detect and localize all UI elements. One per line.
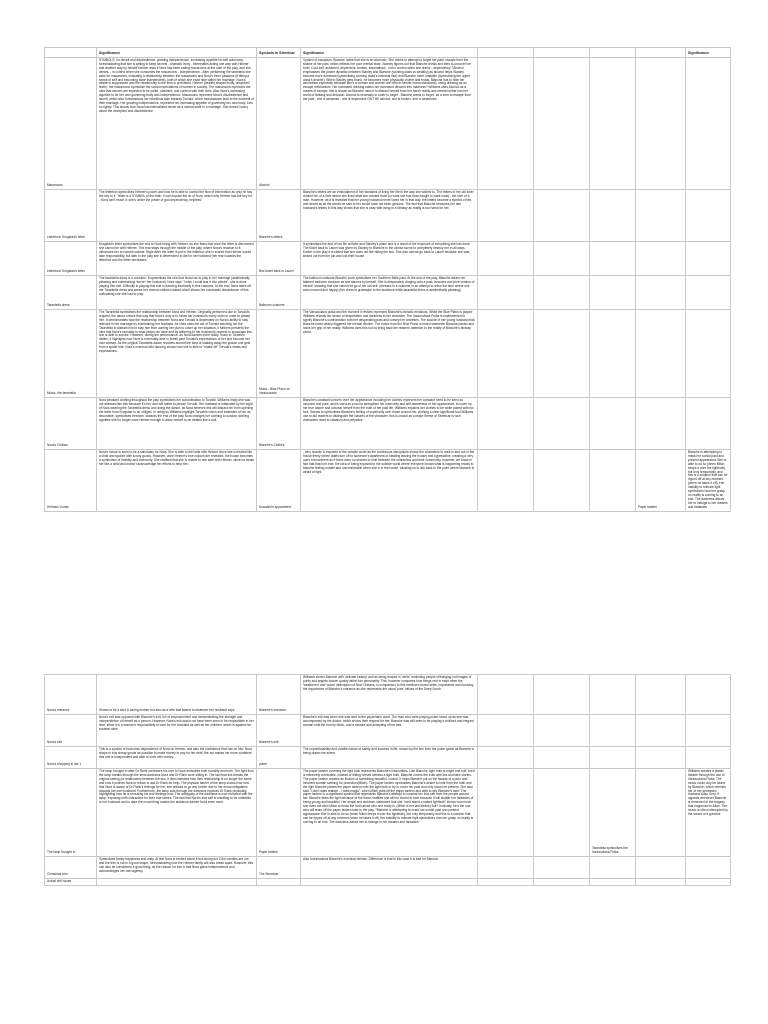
streetcar-significance: The ballroom costume Blanche wore symbolises her Southern Belle past. At the end of the play, Blanche wears her tattered ballroom costume as she dances by herself. She is desperately clinging onto a past, innocent and pure version of herself, showing that she cannot let go of her old self. (dresses in a costume in an attempt to relive the time where she was innocent and happy) (her dress is grotesque to the audience while tarantella dress is aesthetically pleasing) xyxy=(301,276,478,310)
extra-symbol-label: Paper lantern xyxy=(636,450,686,512)
streetcar-significance: The paper lantern covering the light bulb represents Blanche's insecurities. Like Blanche, light bulb is bright and soft, but it is extremely vulnerable. Instead of letting herself witness a light bulb, Blanche covers the truth with lies and fake stories. The paper lantern creates an illusion of something beautiful, closed. It helps Blanche put on the facade of a pure and innocent woman seeking for protection(Mitch). The paper lantern symbolises Blanche's desire to hide from the truth and the light Blanche places the paper lantern over the light bulb to try to cover her past and only show her present. She also said "I don't want realism - I want magic". when Mitch pulls off the paper lantern and able to see Blanche's face. The paper lantern is a significant symbol that represents Blanche's attempt to conceal her true self from the people around her. Blanche fears the light because of the harsh realities she will be forced to face because it will shatter her fantasies of being young and beautiful. Her denial and stubborn statement that she "can't stand a naked lightbulb" shows how much she does not wish Mitch to know the truth about who she really is. (Mitch is her last lifeline) But? Ironically, he's the one who will tears off the paper lantern later in the play. "Blanche is attempting to mask her sordid past and present appearance She is able to do so (when Mitch keeps it over the lightbulb), but only temporarily and this is a solution that can be ripped off at any moment (when he takes it off) Her inability to tolerate light symbolizes how her grasp on reality is coming to an end. The darkness allows her to indulge in her dreams and fantasies" xyxy=(301,769,478,857)
header-cell-empty xyxy=(478,48,534,58)
doll-house-significance: The lamp brought in after Dr Rank confesses his love to Nora embodies both morality and truth. The light from the lamp breaks through the semi-darkness Nora and Dr Rank were sitting in. The fact that this breaks the original setting (or relationship between the two, it demonstrates how their relationship is no longer the same and how it pushes Nora to refuse to ask Dr Rank for help. The physical barrier of the lamp shows how now that Nora is aware of Dr Rank's feelings for her, she refuses to go any further due to her moral obligations towards her own husband. Furthermore, the lamp cuts through the darkness exposes Dr Rank physically, highlighting how he is revealing his true feelings now. The ambiguity of the darkness is now removed with the lamp, exposing both characters for their true selves. The fact that Nora's true self is unwilling to be unfaithful to her husband and to dare the moral thing makes the audience admire Nora even more. xyxy=(97,769,257,857)
streetcar-significance: Symbol of escapism. Blanche notes that she is an alcoholic. She drinks to attempt to forget her past, escape from the shame of her past, which reflects her poor mental state. Stanley figures out that Blanche drinks and tries to uncover her truth. Cost-self: ashamed, dependent, broken, traumatised - not in control when she drinks - dependency ?Alcohol emphasises the power dynamic between Stanley and Blanche (working class vs wealthy) as alcohol helps Stanley become more dominant (symbolising working class's eventual rise) and Blanche more unstable (symbolising the upper class's decline). When Stanley gets drunk, he becomes more physically violent and brutal. Blanche has to hide her alcoholism especially because she's a woman and women are held to stricter moral standards), using drinking as an escape mechanism. Her increased drinking marks her increased descent into madness? Williams uses Alcohol as a means of escape; this is shown as Blanche uses it to distract herself from her harsh reality and retreat further into her world of fantasy and delusion. Alcohol is necessity in order to forget . Blanche wants to forget, as a form to escape from the past . she is ashamed , she is dependent ON THE alcohol, she is broken, she is weakened. xyxy=(301,58,478,190)
table-row xyxy=(45,715,731,747)
extra-significance xyxy=(686,58,731,190)
doll-house-significance: Shows to be a kind & caring mother but also as a wife that listens to whatever her husband says. xyxy=(97,675,257,715)
extra-significance: Blanche is attempting to mask her sordid past and present appearance She is able to do so (when Mitch keeps it over the lightbulb), but only temporarily, and this is a solution that can be ripped off at any moment (when he takes it off). Her inability to tolerate light symbolizes how her grasp on reality is coming to an end. The darkness allows her to indulge in her dreams and fantasies xyxy=(686,450,731,512)
streetcar-symbol xyxy=(257,879,301,886)
doll-house-significance: Nora pleasant clothing throughout the play symbolises her subordination to Torvald. Williams imply she was not stressed like this because it's her own will rather to please Torvald. Her husband is infatuated by the sight of Nora wearing the Tarantella dress and doing the dance, as Nora believes this will distract her from opening the letter from Krogstad to an obliged. In doing so Williams highlight Torvald's vision and treatment of her as decorative, symbolises freedom. towards the end of the play Nora changes her clothing to outdoor clothing signifies she no longer rows Helmer enough to allow herself to be treated like a doll. xyxy=(97,398,257,450)
row-label: Christmas tree xyxy=(45,857,97,879)
header-cell-empty xyxy=(534,48,590,58)
extra-significance xyxy=(686,190,731,242)
extra-significance xyxy=(686,242,731,276)
table-row xyxy=(45,747,731,769)
table-row xyxy=(45,190,731,242)
extra-significance xyxy=(686,715,731,747)
extra-significance xyxy=(686,398,731,450)
streetcar-symbol: Ballroom costume xyxy=(257,276,301,310)
header-cell-empty xyxy=(636,48,686,58)
streetcar-symbol: Blanche's letters xyxy=(257,190,301,242)
header-row xyxy=(45,48,731,58)
doll-house-significance xyxy=(97,879,257,886)
doll-house-significance: Nora's house is seen to be a sanctuary for Nora. She is able to feel safe with Helmer since she is treated like a child and spoiled with luxury goods. However, once Helmer's true colours are revealed, the house becomes a symbolism of hostility and insecurity. She realised that she is unable to feel safe with Helmer, since he treats her like a child and doesn't acknowledge her efforts to help him. xyxy=(97,450,257,512)
table-row xyxy=(45,310,731,398)
row-label: Nora's Clothes xyxy=(45,398,97,450)
row-label: Nora's shopping in act 1 xyxy=(45,747,97,769)
table-row xyxy=(45,398,731,450)
streetcar-significance: It symbolises the end of her life at Belle and Stanley's place and is a result of the exposure of everything she has done. The ticket back to Laurel was given by Stanley to Blanche in the climax scene to completely destroy her in all ways. Earlier in the play it is stated that she does not like riding the bus. She also cannot go back to Laurel because she was kicked out from her job and lost their house. xyxy=(301,242,478,276)
table-row xyxy=(45,675,731,715)
notes-table-top xyxy=(44,47,731,512)
streetcar-significance: Williams shows Blanche with 'delicate beauty' and as being draped in 'white' reminding people of/bringing out images of purity and angelic-known quality within her personality. This, however compares how things rest to each other the 'weathered' and 'warm' description of New Orleans, in comparison to this mediocre-toned white, importance and focusing the importance of Blanche's entrance as she represents the usual 'pure' values of the Deep South. xyxy=(301,675,478,715)
header-cell-empty xyxy=(45,48,97,58)
extra-significance xyxy=(686,747,731,769)
doll-house-significance: The letterbox symbolises Helmer's power and how he is able to control the flow of information as only he has the key to it. "letter is a SYMBOL of the truth, it can expose the lie of Nora, which why Helmer has the key for. - Nora can't reach it: she's under the power of god dependency, helpless" xyxy=(97,190,257,242)
row-label: Helmers' house xyxy=(45,450,97,512)
streetcar-symbol: Music - Blue Piano vs Varsouviana xyxy=(257,310,301,398)
doll-house-significance: This is a symbol of economic dependence of Nora on Helmer, and also the confidence that has on him. Nora shops to buy cheap goods as possible to make money to pay for her debt, the act makes her more confident that she is independent and able to work with money. xyxy=(97,747,257,769)
row-label: Macaroons xyxy=(45,58,97,190)
header-symbols-streetcar: Symbols in Streetcar xyxy=(257,48,301,58)
doll-house-significance: The tarantella dress is a costume. It symbolises the role that Nora has to play in her marriage (aesthetically pleasing and entertaining-*serve* her husband). Nora says "I wish I could tear it into pieces"- she is done playing this role. Difficulty in playing this role in dancing frantically in this costume. At the end, Nora takes off her Tarantella dress and wears her normal clothes instead which shows her successful discardance of this suffocating role she had to play. xyxy=(97,276,257,310)
streetcar-symbol: The Streetcar xyxy=(257,857,301,879)
extra-significance xyxy=(686,276,731,310)
extra-comparison: Tarantella symbolises the Varsouviana Polka xyxy=(590,769,636,857)
table-row xyxy=(45,58,731,190)
doll-house-significance: SYMBOLS: for deceit and disobedience, growing independence, increasing appetite for self autonomy. - foreshadowing that she is willing to keep secrets - dramatic irony - interrelates acting one way with Helmer and another way by herself Helmer asks if Nora has been eating macaroons at the start of the play, and she denies. - in control when she consumes the macaroons - independence - After performing the tarantella she asks for macaroons, indicating a relationship between the macaroons and Nora's inner passions (if fitting a sense of self and becoming more independent), both of which she must hide within her marriage. Nora's desire is suppressed and the relationship to the item is prohibited. Helmer (healthy shaped body, unspoiled teeth): the macaroons symbolize the social expectations of women in society. The macaroons represent the idea that women are expected to be polite, obedient, and content with their lives. Also Nora's increasing appetite to be her own governing body and independence. Macaroons represent Nora's disobedience and deceit, which also foreshadows her rebellious side towards Torvald, which foreshadows lead to the downfall of their marriage. Her growing independence, represent her increasing appetite of governing her own body. Lies so tightly. This shows how Nora has internalised deceit as a normal state in a marriage. She doesn't worry about the deception and disobedience. xyxy=(97,58,257,190)
header-cell-empty xyxy=(590,48,636,58)
header-significance-extra: Significance xyxy=(686,48,731,58)
row-label: Letterbox/ Krogstad's letter xyxy=(45,242,97,276)
table-row xyxy=(45,276,731,310)
doll-house-significance: Symbolizes family happiness and unity. At first Nora is excited about it but during Act 2 the candles are out and the tree is not in a good shape, foreshadowing how the Helmer family will also break apart. However, this can also be considered a good thing, as the reason for this is that Nora gains independence and acknowledges her own agency. xyxy=(97,857,257,879)
row-label: Letterbox/ Krogstad's letter xyxy=(45,190,97,242)
streetcar-significance: Blanche's letters are an embodiment of her fantasies of living her life in the way she wishes to. The letters of her old lover remind her of a time where she lived what she wanted most (or what she has been taught to want most) - the love of a man. However, as it is revealed that her young husband never loved her in that way, the letters became a symbol of lies and deceit as all the words he said to her would have not been genuine. The fact that Blanche treasures her late husband's letters in this way shows that she is okay with living in a fantasy as reality is too harsh for her. xyxy=(301,190,478,242)
streetcar-significance: The unpredictability and volatile nature of safety and success in life, shown by the line from the poker game as Blanche is being drawn the scene. xyxy=(301,747,478,769)
table-row xyxy=(45,450,731,512)
streetcar-significance: Blanche's exit was when she was sent to the psychiatric ward. The man who were playing poker stood up as she was accompanied by the doctor, which shows their respect for her. Blanche was still seen to be playing a civilized and elegant woman until the end by Mitch, and a mixture and accepting of her fate. xyxy=(301,715,478,747)
extra-significance xyxy=(686,675,731,715)
header-significance-doll: Significance xyxy=(97,48,257,58)
doll-house-significance: Krogstad's letter symbolises the end to Nora being with Helmer, as she fears that once the letter is discovered she cannot be with Helmer. This fear stays through the middle of the play, where Nora's reaction to it influences her to commit suicide. Right After the letter is put in the letterbox she is scared that Helmer would take responsibility, but later in the play she is determined to die for her husband (her fear towards the letterbox and the letter decreases. xyxy=(97,242,257,276)
streetcar-significance: - very chaotic & exposed to the outside world as the continuous disruptions shows the characters to walk in and out of the house freely (when drafts turn off to someone's apartment or stealing leaving the house) and hyperactive, creating a very open environment as if there were no secrets to hide between the characters and their community. however, we know in fact that that isn't true. the idea of being exposed to the outside world where everyone knows what is happening reacts to blanche feeling unsafe and uncomfortable when she is in the house. allowing us to link back to the point where blanche is afraid of light. xyxy=(301,450,478,512)
streetcar-symbol: Kowalski's appartment xyxy=(257,450,301,512)
notes-table-bottom xyxy=(44,674,731,886)
row-label: The lamp brought in xyxy=(45,769,97,857)
row-label: Nora's entrance xyxy=(45,675,97,715)
streetcar-symbol: Paper lantern xyxy=(257,769,301,857)
doll-house-significance: The Tarantella symbolises the relationship between Nora and Helmer. Originally performed due to Torvald's request, the dance shows that way that Nora's duty is to follow her husband's every order in order to please him. It demonstrates how the relationship between Nora and Torvald is dependent on Nora's ability to stay relevant in her marriage by entertaining her husband. As Nora uses the act of Torvald teaching her the Tarantella to distract him to stay him from coming her plan to cover up her situation, it furthers presents the idea that Nora's sexuality is what keeps her alive and by adhering to her husband's request to showcase this, she is able to survive. However, during the performance, as Nora dances more wildly, much to Torvald's dislike, it highlights how Nora is eventually able to break past Torvald's expectations of her and become her own woman. As the original Tarantella dance revolves around the idea of shaking away the poison one gets from a spider bite, Nora's eventual wild dancing shows how she is able to "shake off" Torvald's ideals and expectations. xyxy=(97,310,257,398)
row-label: Nora's exit xyxy=(45,715,97,747)
row-label: Tarantella dress xyxy=(45,276,97,310)
streetcar-significance: Blanche's constant concern over her appearance including her clothes represent her constant need to be seen as innocent and pure, and is used as a tool to strengthen her insecurity and self-awareness of her appearance. to cover up her true nature and conceal herself from the truth of her past life. Williams explains her clothes to be white paired with fox furs. Seems to symbolises Blanche's feeling of superiority over those around her. clothing a clear significant tool Williams use to aid readers to distinguish the classes of the character. this is crucial as a major theme of Streetcar is how characters react to classism and prejudice. xyxy=(301,398,478,450)
extra-significance: Williams creates a plastic theatre through the use of Varsouviana Polka. The music could only be heard by Blanche, which reminds her of her deceased husband Allan Grey. It appeals whenever Blanche is reminded of the tragedy that happened to Allan. The music is often interrupted by the sound of a gunshot xyxy=(686,769,731,857)
table-row xyxy=(45,242,731,276)
doll-house-significance: Nora's exit was opposed with Blanche's exit, full of empowerment and demonstrating the strength and independence of herself as a person. However, Nora's exit would not have been seen to be respectable in her time, since it is a woman's responsibility to care for her husband as well as her children, which is against her societal roles. xyxy=(97,715,257,747)
extra-significance xyxy=(686,857,731,879)
streetcar-symbol: Blanche's entrance xyxy=(257,675,301,715)
streetcar-symbol: Bus ticket back to Laurel xyxy=(257,242,301,276)
table-row xyxy=(45,857,731,879)
streetcar-symbol: Blanche's Clothes xyxy=(257,398,301,450)
streetcar-significance xyxy=(301,879,478,886)
streetcar-significance: The Varsouviana polka and the moment it revives represent Blanche's melodic emotions. While the Blue Piano is played Williams reveals her sense of desperation and darkness in her character. The Varsouviana Polka is implemented to signify Blanche's confrontation with her desperating past and convey her anxieties. The suicide of her young husband that Blanche loved dearly triggered her mental decline. The music from the Blue Piano is heard whenever Blanche panics and loses her grip of her reality. Williams uses this tool to bring back the readers' attention to the reality of Blanche's fantasy world. xyxy=(301,310,478,398)
streetcar-symbol: Alcohol xyxy=(257,58,301,190)
streetcar-symbol: Blanche's exit xyxy=(257,715,301,747)
extra-significance xyxy=(686,879,731,886)
header-significance-streetcar: Significance xyxy=(301,48,478,58)
table-row xyxy=(45,769,731,857)
row-label: Music- the tarantella xyxy=(45,310,97,398)
table-row xyxy=(45,879,731,886)
streetcar-significance: Also foreshadows Blanche's eventual demise. Difference is that in this case it is bad for Blanche. xyxy=(301,857,478,879)
row-label: Actual doll house xyxy=(45,879,97,886)
extra-significance xyxy=(686,310,731,398)
streetcar-symbol: poker xyxy=(257,747,301,769)
